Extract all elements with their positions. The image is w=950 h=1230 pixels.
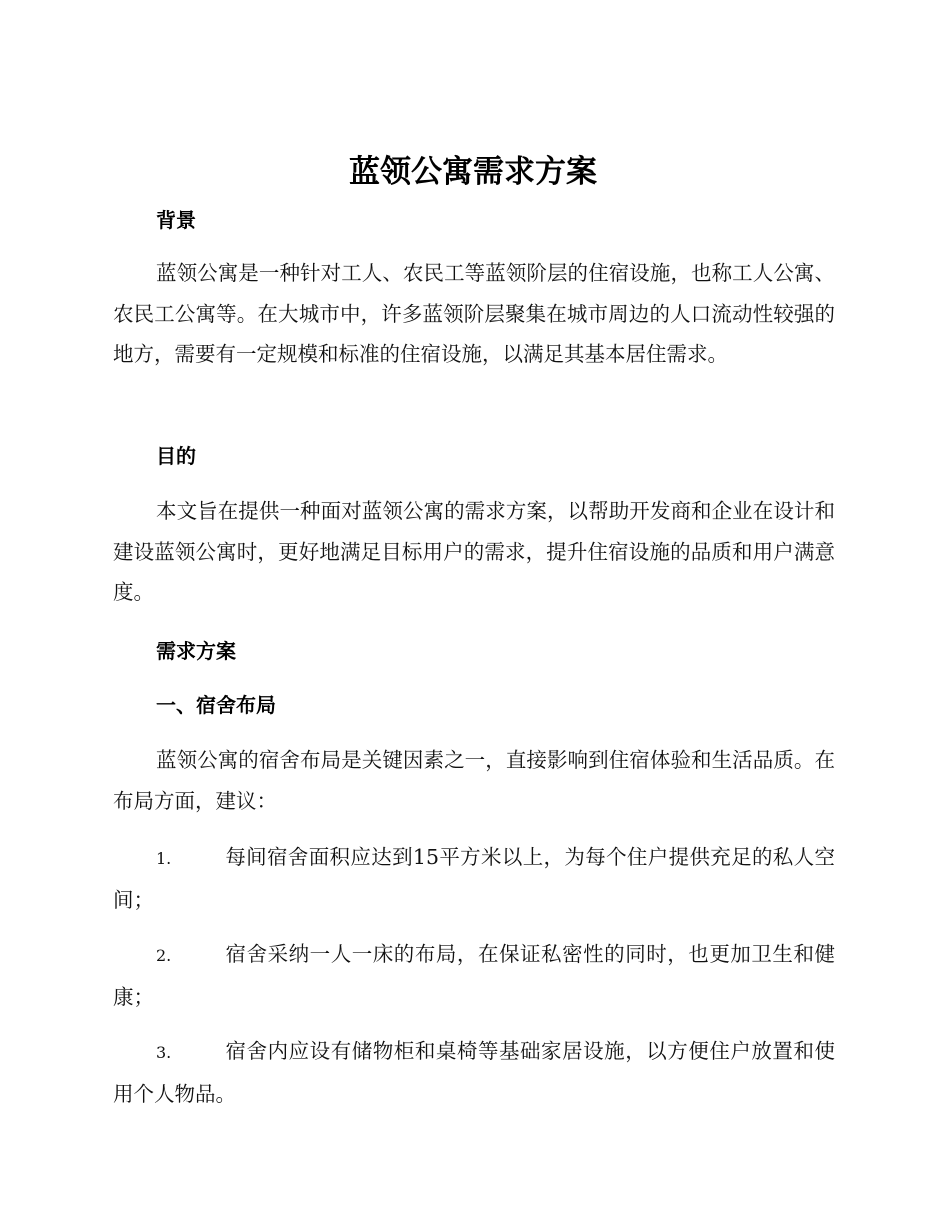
heading-background: 背景 [156,208,196,232]
list-item-number: 3. [156,1043,172,1062]
heading-plan: 需求方案 [156,639,236,663]
list-item-number: 2. [156,946,172,965]
paragraph-purpose: 本文旨在提供一种面对蓝领公寓的需求方案，以帮助开发商和企业在设计和建设蓝领公寓时，更好地满足目标用户的需求，提升住宿设施的品质和用户满意度。 [113,499,835,604]
document-title: 蓝领公寓需求方案 [349,154,597,190]
paragraph-background: 蓝领公寓是一种针对工人、农民工等蓝领阶层的住宿设施，也称工人公寓、农民工公寓等。在大城市中，许多蓝领阶层聚集在城市周边的人口流动性较强的地方，需要有一定规模和标准的住宿设施，以满足其基本居住需求。 [113,261,835,366]
paragraph-dorm-layout: 蓝领公寓的宿舍布局是关键因素之一，直接影响到住宿体验和生活品质。在布局方面，建议： [113,748,835,813]
list-item [113,934,835,1017]
list-item [113,837,835,920]
heading-purpose: 目的 [156,444,196,468]
heading-dorm-layout: 一、宿舍布局 [156,693,276,717]
list-item-number: 1. [156,849,172,868]
list-item [113,1031,835,1114]
list-item-text: 每间宿舍面积应达到15平方米以上，为每个住户提供充足的私人空间； [113,845,835,912]
list-item-text: 宿舍采纳一人一床的布局，在保证私密性的同时，也更加卫生和健康； [113,942,835,1009]
list-item-text: 宿舍内应设有储物柜和桌椅等基础家居设施，以方便住户放置和使用个人物品。 [113,1039,835,1106]
